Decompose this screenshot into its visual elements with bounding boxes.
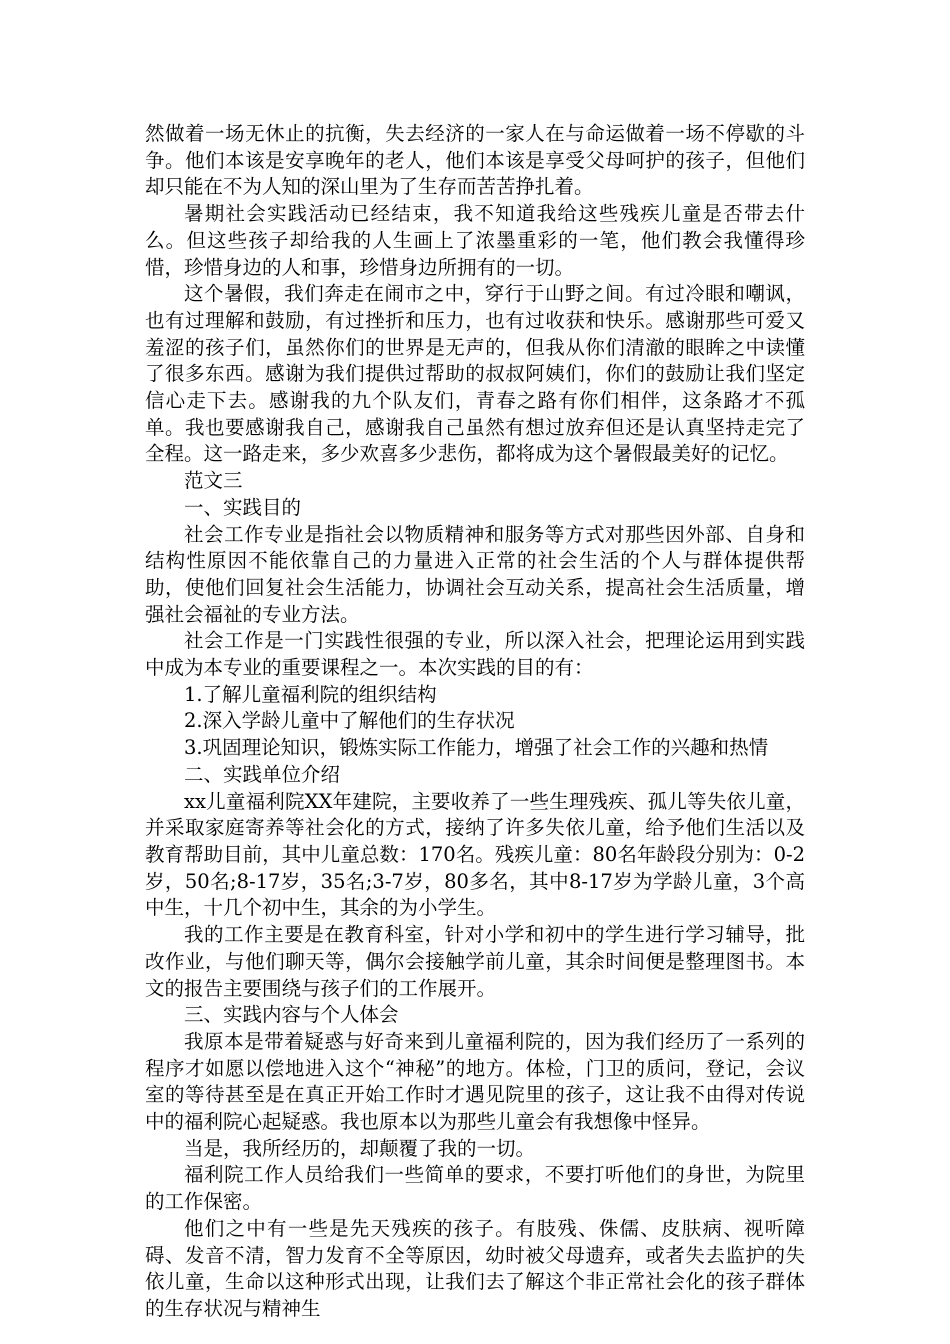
paragraph: 暑期社会实践活动已经结束，我不知道我给这些残疾儿童是否带去什么。但这些孩子却给我的人生画上了浓墨重彩的一笔，他们教会我懂得珍惜，珍惜身边的人和事，珍惜身边所拥有的一切。 xyxy=(145,202,805,279)
list-item: 2.深入学龄儿童中了解他们的生存状况 xyxy=(184,709,515,733)
paragraph: 我原本是带着疑惑与好奇来到儿童福利院的，因为我们经历了一系列的程序才如愿以偿地进入这个“神秘”的地方。体检，门卫的质问，登记，会议室的等待甚至是在真正开始工作时才遇见院里的孩子，这让我不由得对传说中的福利院心起疑惑。我也原本以为那些儿童会有我想像中怪异。 xyxy=(145,1029,805,1134)
paragraph: xx儿童福利院XX年建院，主要收养了一些生理残疾、孤儿等失依儿童，并采取家庭寄养等社会化的方式，接纳了许多失依儿童，给予他们生活以及教育帮助目前，其中儿童总数：170名。残疾儿童：80名年龄段分别为：0-2岁，50名;8-17岁，35名;3-7岁，80多名，其中8-17岁为学龄儿童，3个高中生，十几个初中生，其余的为小学生。 xyxy=(145,789,805,920)
section-heading: 范文三 xyxy=(184,469,243,493)
section-heading: 二、实践单位介绍 xyxy=(184,762,341,786)
paragraph: 福利院工作人员给我们一些简单的要求，不要打听他们的身世，为院里的工作保密。 xyxy=(145,1163,805,1214)
list-item: 1.了解儿童福利院的组织结构 xyxy=(184,682,437,706)
section-heading: 一、实践目的 xyxy=(184,495,302,519)
paragraph: 社会工作是一门实践性很强的专业，所以深入社会，把理论运用到实践中成为本专业的重要课程之一。本次实践的目的有： xyxy=(145,629,805,680)
section-heading: 三、实践内容与个人体会 xyxy=(184,1003,399,1027)
list-item: 3.巩固理论知识，锻炼实际工作能力，增强了社会工作的兴趣和热情 xyxy=(184,736,769,760)
paragraph: 我的工作主要是在教育科室，针对小学和初中的学生进行学习辅导，批改作业，与他们聊天等，偶尔会接触学前儿童，其余时间便是整理图书。本文的报告主要围绕与孩子们的工作展开。 xyxy=(145,923,805,1000)
paragraph: 他们之中有一些是先天残疾的孩子。有肢残、侏儒、皮肤病、视听障碍、发音不清，智力发育不全等原因，幼时被父母遗弃，或者失去监护的失依儿童，生命以这种形式出现，让我们去了解这个非正常社会化的孩子群体的生存状况与精神生 xyxy=(145,1216,805,1320)
document-body xyxy=(145,121,805,1323)
paragraph: 社会工作专业是指社会以物质精神和服务等方式对那些因外部、自身和结构性原因不能依靠自己的力量进入正常的社会生活的个人与群体提供帮助，使他们回复社会生活能力，协调社会互动关系，提高社会生活质量，增强社会福祉的专业方法。 xyxy=(145,522,805,626)
paragraph-continuation: 然做着一场无休止的抗衡，失去经济的一家人在与命运做着一场不停歇的斗争。他们本该是安享晚年的老人，他们本该是享受父母呵护的孩子，但他们却只能在不为人知的深山里为了生存而苦苦挣扎着。 xyxy=(145,122,805,199)
paragraph: 当是，我所经历的，却颠覆了我的一切。 xyxy=(184,1136,536,1160)
paragraph: 这个暑假，我们奔走在闹市之中，穿行于山野之间。有过冷眼和嘲讽，也有过理解和鼓励，有过挫折和压力，也有过收获和快乐。感谢那些可爱又羞涩的孩子们，虽然你们的世界是无声的，但我从你们清澈的眼眸之中读懂了很多东西。感谢为我们提供过帮助的叔叔阿姨们，你们的鼓励让我们坚定信心走下去。感谢我的九个队友们，青春之路有你们相伴，这条路才不孤单。我也要感谢我自己，感谢我自己虽然有想过放弃但还是认真坚持走完了全程。这一路走来，多少欢喜多少悲伤，都将成为这个暑假最美好的记忆。 xyxy=(145,282,805,466)
